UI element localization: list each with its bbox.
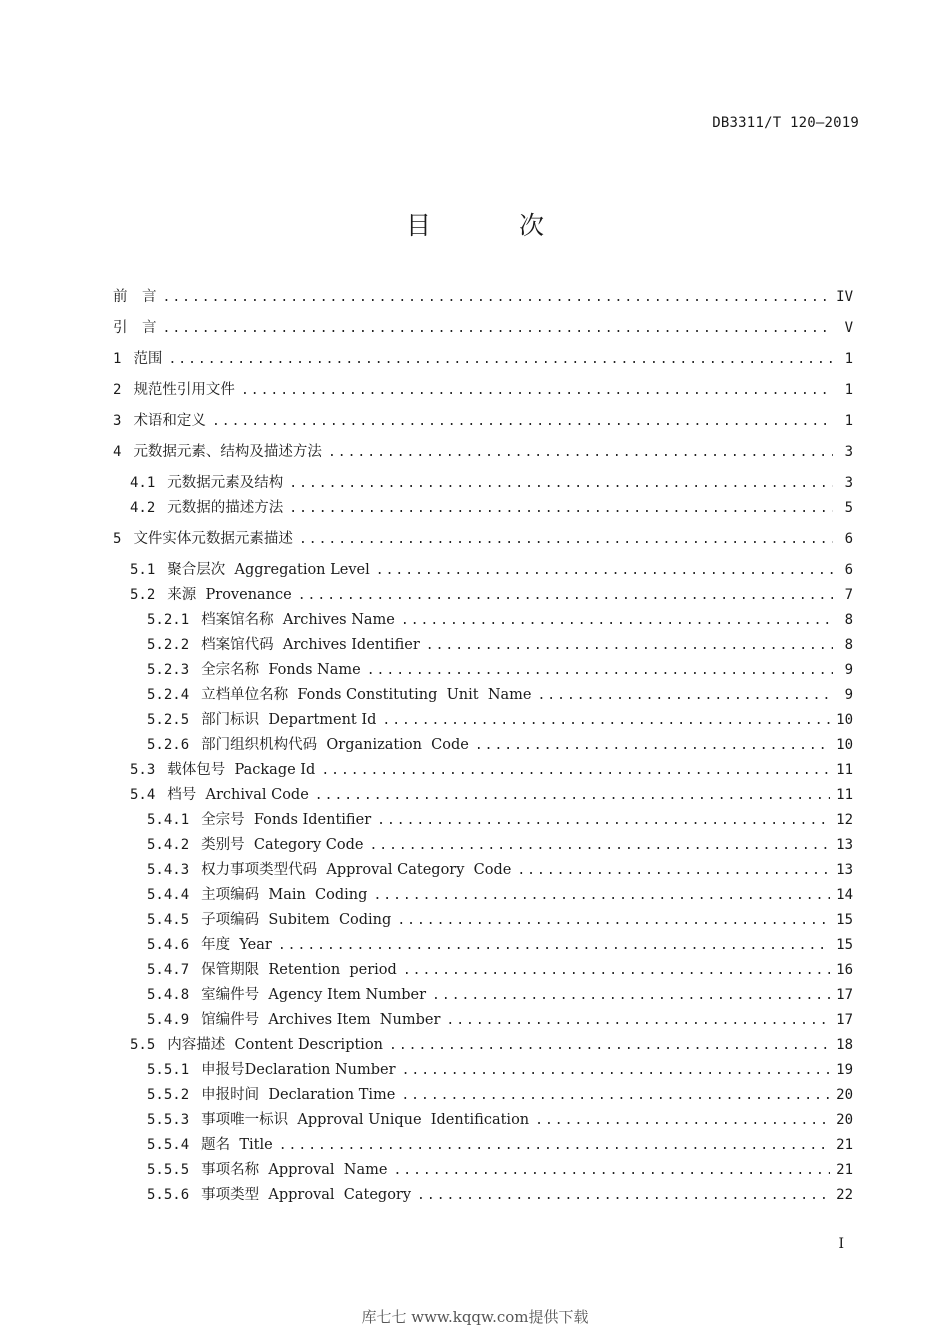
toc-leader-dots xyxy=(377,810,830,832)
toc-entry[interactable] xyxy=(113,884,853,906)
toc-entry-page: 1 xyxy=(844,351,853,367)
toc-entry-number: 5.3 xyxy=(130,762,156,778)
toc-entry-number: 5.4.3 xyxy=(147,862,190,878)
toc-leader-dots xyxy=(163,287,831,309)
toc-entry-page: 13 xyxy=(836,837,853,853)
toc-entry-page: 17 xyxy=(836,987,853,1003)
toc-leader-dots xyxy=(537,685,833,707)
toc-entry-page: 9 xyxy=(844,687,853,703)
toc-entry[interactable] xyxy=(113,859,853,881)
toc-entry-number: 5 xyxy=(113,531,122,547)
toc-entry[interactable] xyxy=(113,609,853,631)
toc-entry-label: 术语和定义 xyxy=(133,413,206,429)
toc-leader-dots xyxy=(289,498,833,520)
toc-entry-page: 20 xyxy=(836,1087,853,1103)
toc-entry[interactable] xyxy=(113,959,853,981)
toc-entry[interactable] xyxy=(113,1034,853,1056)
toc-entry-page: 9 xyxy=(844,662,853,678)
toc-entry-page: 5 xyxy=(844,500,853,516)
toc-entry-label: 部门标识 Department Id xyxy=(201,712,377,728)
toc-entry-number: 5.2.5 xyxy=(147,712,190,728)
toc-entry-number: 1 xyxy=(113,351,122,367)
toc-entry[interactable] xyxy=(113,1084,853,1106)
toc-entry[interactable] xyxy=(113,1184,853,1206)
toc-entry-number: 5.2.6 xyxy=(147,737,190,753)
toc-entry-number: 5.4.9 xyxy=(147,1012,190,1028)
toc-entry-page: 11 xyxy=(836,762,853,778)
toc-entry-page: 15 xyxy=(836,912,853,928)
toc-entry-label: 类别号 Category Code xyxy=(201,837,364,853)
toc-entry-number: 5.4.2 xyxy=(147,837,190,853)
toc-entry-number: 5.5.1 xyxy=(147,1062,190,1078)
toc-entry[interactable] xyxy=(113,709,853,731)
toc-entry-page: V xyxy=(844,320,853,336)
toc-entry-page: 8 xyxy=(844,637,853,653)
toc-leader-dots xyxy=(517,860,830,882)
toc-entry[interactable] xyxy=(113,834,853,856)
toc-entry-number: 5.2.4 xyxy=(147,687,190,703)
toc-entry-number: 2 xyxy=(113,382,122,398)
toc-entry[interactable] xyxy=(113,1109,853,1131)
page-number: I xyxy=(838,1236,844,1252)
toc-entry-number: 5.4.7 xyxy=(147,962,190,978)
toc-entry-page: 19 xyxy=(836,1062,853,1078)
toc-entry[interactable] xyxy=(113,410,853,432)
toc-leader-dots xyxy=(369,835,830,857)
toc-entry-number: 5.2.1 xyxy=(147,612,190,628)
toc-leader-dots xyxy=(373,885,830,907)
toc-leader-dots xyxy=(426,635,833,657)
toc-entry-label: 室编件号 Agency Item Number xyxy=(201,987,427,1003)
toc-entry-page: 11 xyxy=(836,787,853,803)
toc-entry-page: 1 xyxy=(844,382,853,398)
toc-entry-page: 15 xyxy=(836,937,853,953)
toc-leader-dots xyxy=(168,349,833,371)
toc-entry[interactable] xyxy=(113,684,853,706)
toc-entry[interactable] xyxy=(113,734,853,756)
toc-entry-label: 档案馆代码 Archives Identifier xyxy=(201,637,420,653)
toc-entry-label: 范围 xyxy=(133,351,163,367)
toc-entry-number: 5.1 xyxy=(130,562,156,578)
toc-entry-number: 5.4.4 xyxy=(147,887,190,903)
toc-entry-page: 3 xyxy=(844,444,853,460)
toc-entry-number: 5.5.3 xyxy=(147,1112,190,1128)
toc-entry-number: 4.2 xyxy=(130,500,156,516)
toc-leader-dots xyxy=(321,760,830,782)
toc-entry[interactable] xyxy=(113,1009,853,1031)
toc-entry-number: 5.4.1 xyxy=(147,812,190,828)
toc-entry-page: 1 xyxy=(844,413,853,429)
document-code: DB3311/T 120—2019 xyxy=(712,115,859,131)
toc-entry-label: 权力事项类型代码 Approval Category Code xyxy=(201,862,512,878)
toc-entry-number: 5.4.8 xyxy=(147,987,190,1003)
toc-entry-page: 18 xyxy=(836,1037,853,1053)
toc-entry-label: 部门组织机构代码 Organization Code xyxy=(201,737,469,753)
toc-entry[interactable] xyxy=(113,584,853,606)
toc-entry-number: 5.4.6 xyxy=(147,937,190,953)
toc-entry-label: 文件实体元数据元素描述 xyxy=(133,531,293,547)
toc-leader-dots xyxy=(315,785,830,807)
toc-leader-dots xyxy=(397,910,830,932)
toc-leader-dots xyxy=(403,960,830,982)
toc-entry-label: 事项名称 Approval Name xyxy=(201,1162,388,1178)
toc-entry-page: 3 xyxy=(844,475,853,491)
toc-entry[interactable] xyxy=(113,317,853,339)
toc-entry[interactable] xyxy=(113,984,853,1006)
toc-entry[interactable] xyxy=(113,809,853,831)
toc-entry-number: 5.5.2 xyxy=(147,1087,190,1103)
toc-entry-page: IV xyxy=(836,289,853,305)
toc-entry-label: 元数据元素、结构及描述方法 xyxy=(133,444,322,460)
toc-entry-page: 17 xyxy=(836,1012,853,1028)
toc-entry-label: 元数据元素及结构 xyxy=(167,475,284,491)
toc-leader-dots xyxy=(376,560,833,582)
toc-entry-number: 5.4 xyxy=(130,787,156,803)
toc-entry-page: 21 xyxy=(836,1137,853,1153)
toc-entry[interactable] xyxy=(113,286,853,308)
toc-entry-number: 5.2.2 xyxy=(147,637,190,653)
toc-leader-dots xyxy=(417,1185,830,1207)
toc-entry-number: 4.1 xyxy=(130,475,156,491)
toc-entry-number: 5.5 xyxy=(130,1037,156,1053)
toc-entry-label: 年度 Year xyxy=(201,937,272,953)
toc-entry[interactable] xyxy=(113,472,853,494)
toc-entry-label: 档号 Archival Code xyxy=(167,787,309,803)
toc-entry[interactable] xyxy=(113,634,853,656)
toc-entry-label: 前 言 xyxy=(113,289,157,305)
toc-entry-label: 题名 Title xyxy=(201,1137,273,1153)
toc-entry-page: 10 xyxy=(836,737,853,753)
toc-entry-number: 3 xyxy=(113,413,122,429)
watermark-text: 库七七 www.kqqw.com提供下载 xyxy=(361,1308,589,1326)
toc-leader-dots xyxy=(401,610,833,632)
toc-entry-number: 4 xyxy=(113,444,122,460)
toc-entry-number: 5.5.4 xyxy=(147,1137,190,1153)
toc-entry[interactable] xyxy=(113,379,853,401)
toc-entry[interactable] xyxy=(113,348,853,370)
toc-leader-dots xyxy=(241,380,833,402)
toc-entry[interactable] xyxy=(113,934,853,956)
toc-entry-page: 21 xyxy=(836,1162,853,1178)
toc-entry-page: 20 xyxy=(836,1112,853,1128)
toc-entry-page: 22 xyxy=(836,1187,853,1203)
toc-entry-label: 来源 Provenance xyxy=(167,587,292,603)
toc-entry[interactable] xyxy=(113,528,853,550)
toc-entry[interactable] xyxy=(113,909,853,931)
toc-leader-dots xyxy=(401,1085,830,1107)
toc-leader-dots xyxy=(535,1110,830,1132)
toc-entry-label: 规范性引用文件 xyxy=(133,382,235,398)
toc-entry-label: 馆编件号 Archives Item Number xyxy=(201,1012,441,1028)
toc-entry-page: 10 xyxy=(836,712,853,728)
toc-leader-dots xyxy=(289,473,833,495)
toc-entry-label: 内容描述 Content Description xyxy=(167,1037,384,1053)
toc-leader-dots xyxy=(298,585,833,607)
toc-leader-dots xyxy=(299,529,833,551)
toc-entry-label: 聚合层次 Aggregation Level xyxy=(167,562,370,578)
toc-entry-number: 5.2 xyxy=(130,587,156,603)
toc-leader-dots xyxy=(393,1160,830,1182)
toc-leader-dots xyxy=(278,935,830,957)
toc-entry-page: 16 xyxy=(836,962,853,978)
toc-entry[interactable] xyxy=(113,1134,853,1156)
toc-leader-dots xyxy=(367,660,833,682)
toc-entry-label: 载体包号 Package Id xyxy=(167,762,316,778)
toc-entry[interactable] xyxy=(113,1059,853,1081)
toc-entry-label: 申报号Declaration Number xyxy=(201,1062,396,1078)
toc-entry-label: 引 言 xyxy=(113,320,157,336)
toc-entry-label: 申报时间 Declaration Time xyxy=(201,1087,396,1103)
toc-entry-label: 主项编码 Main Coding xyxy=(201,887,368,903)
toc-entry[interactable] xyxy=(113,497,853,519)
toc-entry[interactable] xyxy=(113,1159,853,1181)
toc-entry-number: 5.4.5 xyxy=(147,912,190,928)
toc-entry-number: 5.5.5 xyxy=(147,1162,190,1178)
toc-entry-label: 元数据的描述方法 xyxy=(167,500,284,516)
toc-leader-dots xyxy=(402,1060,831,1082)
toc-leader-dots xyxy=(446,1010,830,1032)
toc-entry-label: 保管期限 Retention period xyxy=(201,962,397,978)
toc-entry-label: 立档单位名称 Fonds Constituting Unit Name xyxy=(201,687,532,703)
toc-entry-page: 6 xyxy=(844,531,853,547)
toc-leader-dots xyxy=(279,1135,830,1157)
toc-leader-dots xyxy=(475,735,830,757)
toc-leader-dots xyxy=(328,442,833,464)
toc-leader-dots xyxy=(163,318,834,340)
toc-entry-label: 全宗名称 Fonds Name xyxy=(201,662,361,678)
toc-leader-dots xyxy=(212,411,833,433)
toc-entry-page: 6 xyxy=(844,562,853,578)
toc-entry[interactable] xyxy=(113,559,853,581)
toc-entry[interactable] xyxy=(113,441,853,463)
toc-leader-dots xyxy=(432,985,830,1007)
toc-entry-page: 13 xyxy=(836,862,853,878)
toc-leader-dots xyxy=(382,710,830,732)
toc-leader-dots xyxy=(389,1035,830,1057)
toc-entry[interactable] xyxy=(113,759,853,781)
toc-entry-number: 5.5.6 xyxy=(147,1187,190,1203)
toc-entry[interactable] xyxy=(113,659,853,681)
toc-entry-page: 8 xyxy=(844,612,853,628)
toc-entry-page: 14 xyxy=(836,887,853,903)
toc-entry-label: 事项唯一标识 Approval Unique Identification xyxy=(201,1112,530,1128)
toc-entry-label: 事项类型 Approval Category xyxy=(201,1187,412,1203)
toc-entry-label: 档案馆名称 Archives Name xyxy=(201,612,395,628)
toc-entry[interactable] xyxy=(113,784,853,806)
toc-title: 目 次 xyxy=(406,211,584,240)
toc-entry-page: 12 xyxy=(836,812,853,828)
toc-entry-page: 7 xyxy=(844,587,853,603)
toc-entry-number: 5.2.3 xyxy=(147,662,190,678)
toc-entry-label: 子项编码 Subitem Coding xyxy=(201,912,392,928)
toc-entry-label: 全宗号 Fonds Identifier xyxy=(201,812,372,828)
